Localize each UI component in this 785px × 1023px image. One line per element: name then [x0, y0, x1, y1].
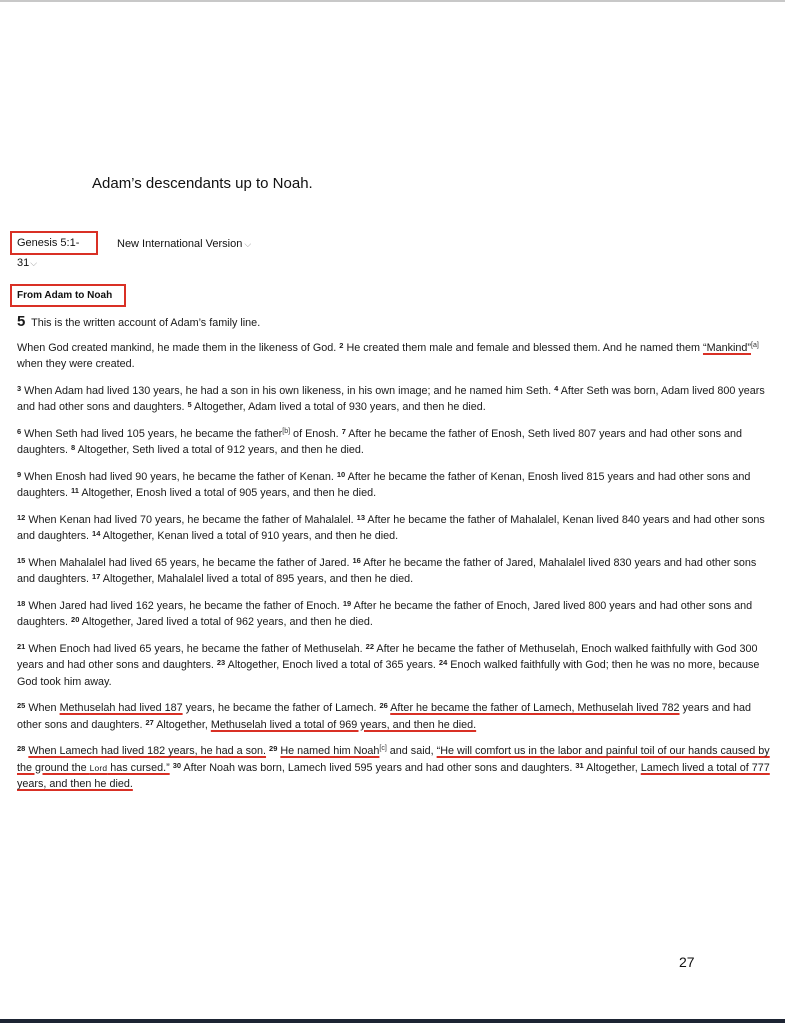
verse-number: 6	[17, 426, 22, 436]
bible-version-label: New International Version	[117, 238, 243, 250]
verse-text: Altogether,	[583, 761, 641, 774]
verse-number: 14	[92, 529, 101, 538]
verse-text: When Mahalalel had lived 65 years, he became the father of Jared.	[25, 556, 353, 569]
verse-number: 4	[554, 383, 559, 393]
top-border	[0, 0, 785, 2]
verse-number: 9	[17, 469, 22, 479]
verse-number: 28	[17, 744, 26, 753]
highlighted-text: After he became the father of Lamech, Methuselah lived 782	[390, 702, 680, 714]
verse-paragraph-9	[17, 469, 775, 502]
verse-text: After he became the father of Enoch, Jared lived 800 years and had other sons and daughters.	[17, 599, 753, 628]
verse-number: 11	[71, 486, 79, 495]
verse-number: 26	[379, 701, 388, 710]
verse-text: Altogether, Mahalalel lived a total of 895 years, and then he died.	[100, 573, 414, 585]
verse-text: Altogether, Kenan lived a total of 910 years, and then he died.	[100, 530, 399, 542]
chevron-down-icon: ⌵	[244, 239, 252, 249]
verse-text: Altogether, Enoch lived a total of 365 years.	[225, 659, 439, 671]
verse-text: years, he became the father of Lamech.	[182, 702, 380, 714]
page-number: 27	[679, 954, 695, 970]
chapter-number: 5	[17, 313, 26, 330]
verse-text: After Seth was born, Adam lived 800 years and had other sons and daughters.	[17, 384, 765, 413]
verse-number: 17	[92, 572, 101, 581]
verse-number: 18	[17, 598, 26, 608]
footnote-link[interactable]: [b]	[282, 427, 291, 435]
verse-text: When	[25, 702, 60, 714]
verse-number: 27	[145, 717, 154, 727]
verse-number: 24	[438, 658, 448, 667]
page-title: Adam’s descendants up to Noah.	[92, 175, 313, 192]
verse-paragraph-6	[17, 426, 775, 459]
quote-text: “He will comfort us in the labor and painful toil of our hands caused by the ground the	[17, 745, 770, 774]
verse-text: when they were created.	[17, 358, 135, 370]
footnote-link[interactable]: [a]	[751, 341, 759, 349]
scripture-text	[17, 314, 775, 803]
verse-text: Altogether, Seth lived a total of 912 years, and then he died.	[75, 444, 364, 456]
verse-number: 7	[341, 426, 346, 436]
verse-text: Altogether,	[153, 718, 211, 731]
verse-number: 5	[187, 400, 192, 409]
verse-text: After Noah was born, Lamech lived 595 years and had other sons and daughters.	[181, 761, 576, 774]
chevron-down-icon: ⌵	[30, 258, 38, 268]
verse-paragraph-28	[17, 743, 775, 793]
passage-reference-label: Genesis 5:1-31	[17, 237, 80, 269]
verse-number: 20	[71, 615, 80, 624]
verse-text: When Enoch had lived 65 years, he became the father of Methuselah.	[25, 642, 366, 655]
verse-text: Enoch walked faithfully with God; then he was no more, because God took him away.	[17, 659, 760, 688]
verse-number: 12	[17, 512, 26, 522]
highlighted-text: “Mankind”	[702, 341, 751, 354]
verse-text: After he became the father of Kenan, Enosh lived 815 years and had other sons and daughters.	[17, 470, 751, 499]
verse-text: After he became the father of Mahalalel, Kenan lived 840 years and had other sons and daughters.	[17, 513, 765, 542]
highlighted-text: Methuselah had lived 187	[59, 702, 183, 714]
verse-paragraph-3	[17, 383, 775, 416]
verse-text: After he became the father of Enosh, Seth lived 807 years and had other sons and daughters.	[17, 427, 743, 456]
verse-paragraph-12	[17, 512, 775, 545]
highlighted-text: When Lamech had lived 182 years, he had a son.	[28, 745, 267, 757]
verse-text: When Seth had lived 105 years, he became the father	[21, 427, 283, 440]
verse-number: 21	[17, 641, 26, 651]
section-heading: From Adam to Noah	[10, 284, 126, 307]
bottom-border	[0, 1019, 785, 1023]
verse-number: 10	[336, 469, 346, 479]
passage-reference-selector[interactable]	[10, 231, 98, 269]
verse-paragraph-15	[17, 555, 775, 588]
verse-number: 13	[356, 512, 365, 522]
quote-text: has cursed.”	[107, 761, 170, 774]
verse-text: of Enosh.	[290, 427, 342, 440]
verse-text: After he became the father of Jared, Mahalalel lived 830 years and had other sons and daughters.	[17, 556, 757, 585]
verse-paragraph-25	[17, 700, 775, 733]
verse-text: Altogether, Adam lived a total of 930 years, and then he died.	[191, 401, 486, 413]
verse-number: 2	[339, 340, 344, 350]
verse-text: After he became the father of Methuselah, Enoch walked faithfully with God 300 years and had other sons and daughters.	[17, 642, 758, 671]
verse-number: 25	[17, 701, 26, 710]
verse-text: This is the written account of Adam’s family line.	[31, 317, 261, 329]
verse-paragraph-2	[17, 340, 775, 373]
footnote-link[interactable]: [c]	[379, 745, 387, 752]
verse-number: 30	[172, 760, 182, 770]
verse-text: When Kenan had lived 70 years, he became the father of Mahalalel.	[25, 513, 357, 526]
verse-paragraph-1	[17, 314, 775, 332]
verse-text: Altogether, Enosh lived a total of 905 years, and then he died.	[78, 487, 377, 499]
verse-number: 3	[17, 383, 22, 393]
verse-number: 16	[352, 555, 361, 565]
verse-text: When God created mankind, he made them in the likeness of God.	[17, 341, 340, 354]
verse-text: years and had other sons and daughters.	[17, 702, 751, 731]
verse-number: 19	[342, 598, 352, 608]
verse-text: When Adam had lived 130 years, he had a son in his own likeness, in his own image; and he named him Seth.	[21, 384, 555, 397]
highlighted-text: Lamech lived a total of 777 years, and then he died.	[17, 761, 770, 790]
verse-number: 8	[71, 443, 76, 452]
verse-number: 31	[575, 760, 584, 770]
verse-text: Altogether, Jared lived a total of 962 years, and then he died.	[79, 616, 373, 628]
verse-text: When Enosh had lived 90 years, he became the father of Kenan.	[21, 470, 337, 483]
verse-paragraph-21	[17, 641, 775, 691]
verse-number: 29	[269, 744, 278, 753]
verse-number: 23	[216, 658, 226, 667]
verse-text: He created them male and female and blessed them. And he named them	[343, 341, 703, 354]
verse-paragraph-18	[17, 598, 775, 631]
highlighted-text: He named him Noah	[280, 745, 380, 757]
verse-number: 15	[17, 555, 26, 565]
verse-text: and said,	[386, 745, 437, 757]
verse-number: 22	[365, 641, 374, 651]
bible-version-selector[interactable]	[117, 238, 251, 250]
lord-small-caps: Lord	[89, 762, 108, 773]
highlighted-text: Methuselah lived a total of 969 years, and then he died.	[210, 718, 477, 731]
verse-text: When Jared had lived 162 years, he became the father of Enoch.	[25, 599, 343, 612]
